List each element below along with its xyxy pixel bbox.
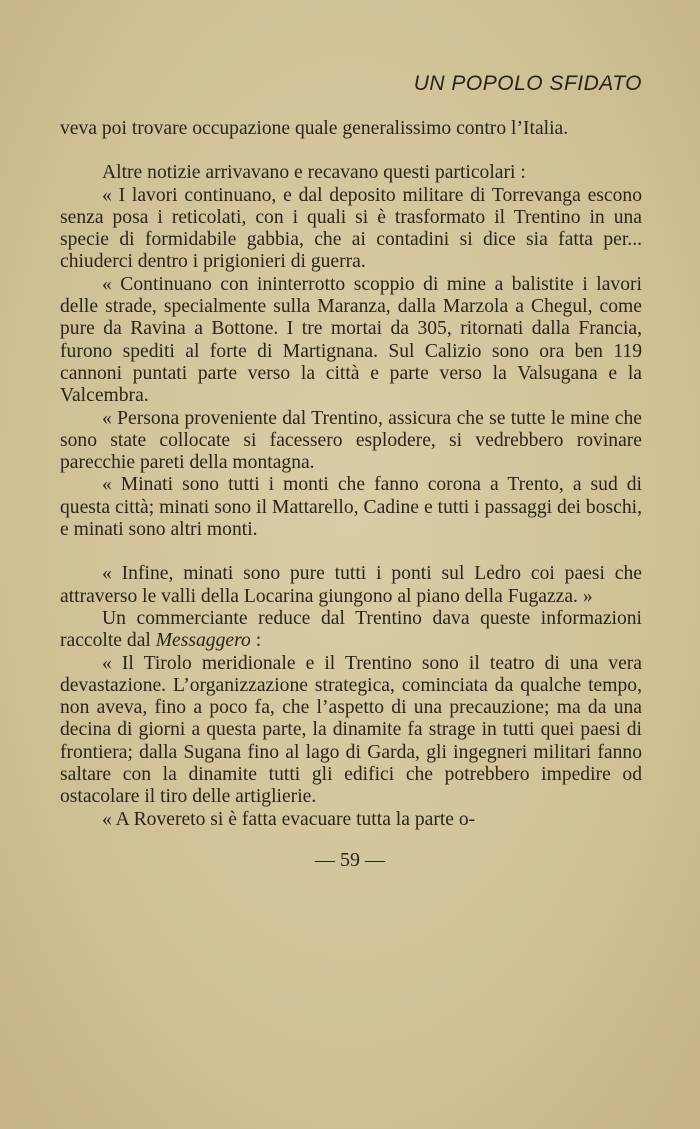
paragraph-9: « Il Tirolo meridionale e il Trentino sono il teatro di una vera devastazione. L’organizzazione strategica, cominciata da qualche tempo, non aveva, fino a poco fa, che l’aspetto di una precauzione; ma da una decina di giorni a questa parte, la dinamite fa strage in tutti quei paesi di frontiera; dalla Sugana fino al lago di Garda, gli ingegneri militari fanno saltare con la dinamite tutti gli edifici che potrebbero impedire od ostacolare il tiro delle artiglierie. bbox=[60, 652, 642, 808]
newspaper-title: Messaggero bbox=[155, 630, 251, 652]
paragraph-3: « I lavori continuano, e dal deposito militare di Torrevanga escono senza posa i reticolati, con i quali si è trasformato il Trentino in una specie di formidabile gabbia, che ai contadini si dice sia fatta per... chiuderci dentro i prigionieri di guerra. bbox=[60, 184, 642, 273]
paragraph-7: « Infine, minati sono pure tutti i ponti sul Ledro coi paesi che attraverso le valli della Locarina giungono al piano della Fugazza. » bbox=[60, 563, 642, 607]
paragraph-8-text: Un commerciante reduce dal Trentino dava queste informazioni raccolte dal bbox=[60, 607, 642, 652]
paragraph-10: « A Rovereto si è fatta evacuare tutta la parte o- bbox=[102, 808, 476, 830]
body-text bbox=[60, 118, 642, 831]
paragraph-8 bbox=[60, 608, 642, 653]
paragraph-8-end: : bbox=[250, 630, 262, 652]
paragraph-1: veva poi trovare occupazione quale generalissimo contro l’Italia. bbox=[60, 118, 569, 139]
paragraph-6: « Minati sono tutti i monti che fanno corona a Trento, a sud di questa città; minati sono il Mattarello, Cadine e tutti i passaggi dei boschi, e minati sono altri monti. bbox=[60, 474, 642, 541]
running-head: UN POPOLO SFIDATO bbox=[413, 72, 642, 95]
paragraph-5: « Persona proveniente dal Trentino, assicura che se tutte le mine che sono state collocate si facessero esplodere, si vedrebbero rovinare parecchie pareti della montagna. bbox=[60, 407, 642, 474]
page-number: — 59 — bbox=[315, 849, 385, 871]
paragraph-4: « Continuano con ininterrotto scoppio di mine a balistite i lavori delle strade, specialmente sulla Maranza, dalla Marzola a Chegul, come pure da Ravina a Bottone. I tre mortai da 305, ritornati dalla Francia, furono spediti al forte di Martignana. Sul Calizio sono ora ben 119 cannoni puntati parte verso la città e parte verso la Valsugana e la Valcembra. bbox=[60, 273, 642, 407]
paragraph-2: Altre notizie arrivavano e recavano questi particolari : bbox=[102, 162, 526, 184]
